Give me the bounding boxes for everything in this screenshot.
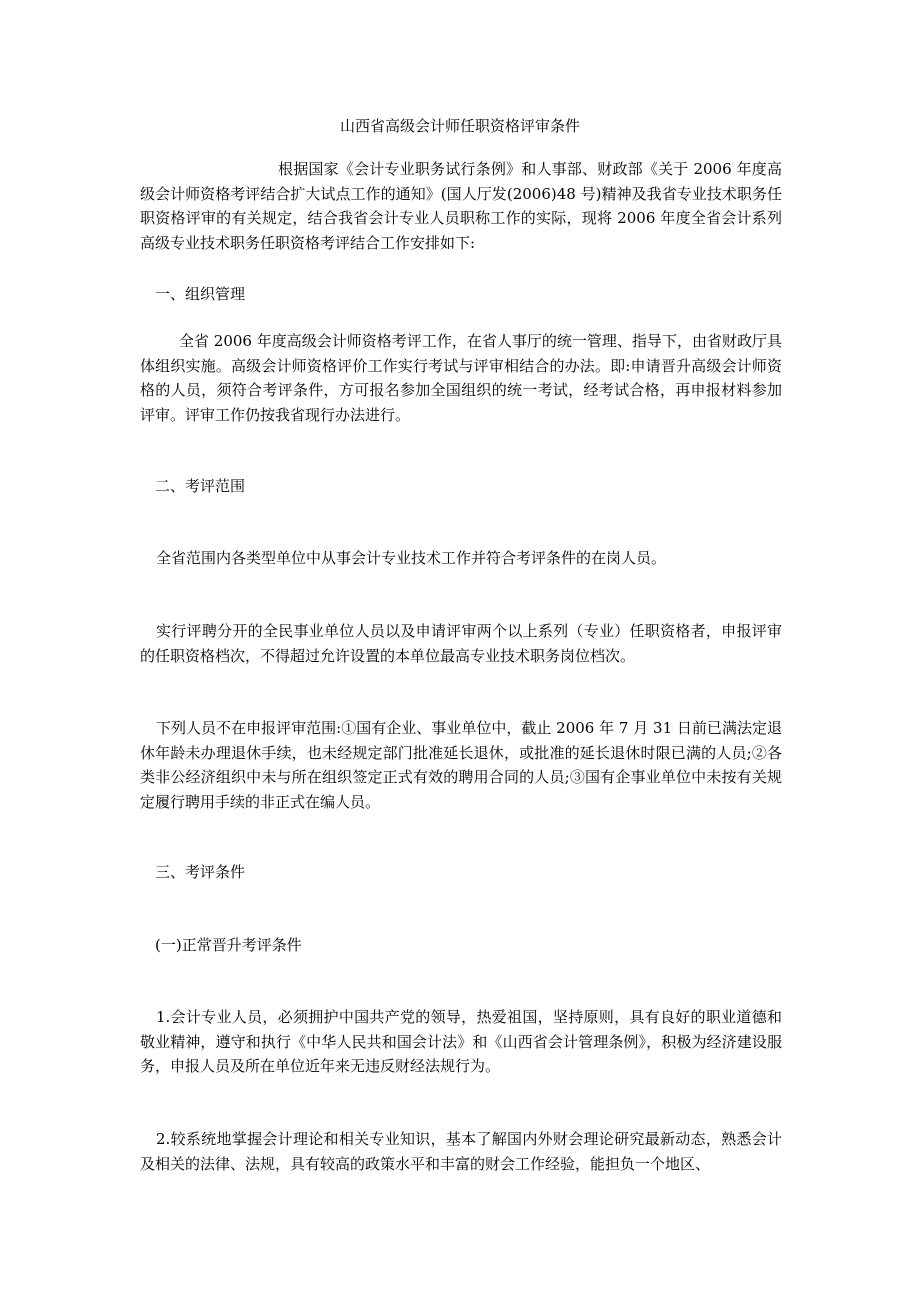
section-heading-scope: 二、考评范围 <box>155 477 246 495</box>
section-heading-organization: 一、组织管理 <box>155 285 246 303</box>
document-title: 山西省高级会计师任职资格评审条件 <box>339 117 580 135</box>
condition-item-1: 1.会计专业人员，必须拥护中国共产党的领导，热爱祖国，坚持原则，具有良好的职业道德和敬业精神，遵守和执行《中华人民共和国会计法》和《山西省会计管理条例》，积极为经济建设服务，申报人员及所在单位近年来无违反财经法规行为。 <box>140 1008 782 1075</box>
scope-paragraph-2: 实行评聘分开的全民事业单位人员以及申请评审两个以上系列（专业）任职资格者，申报评审的任职资格档次，不得超过允许设置的本单位最高专业技术职务岗位档次。 <box>140 622 782 665</box>
section-organization-body: 全省 2006 年度高级会计师资格考评工作，在省人事厅的统一管理、指导下，由省财政厅具体组织实施。高级会计师资格评价工作实行考试与评审相结合的办法。即:申请晋升高级会计师资格的人员，须符合考评条件，方可报名参加全国组织的统一考试，经考试合格，再申报材料参加评审。评审工作仍按我省现行办法进行。 <box>140 332 782 424</box>
section-heading-conditions: 三、考评条件 <box>155 863 246 881</box>
subsection-heading-normal-promotion: (一)正常晋升考评条件 <box>155 936 302 954</box>
condition-item-2: 2.较系统地掌握会计理论和相关专业知识，基本了解国内外财会理论研究最新动态，熟悉会计及相关的法律、法规，具有较高的政策水平和丰富的财会工作经验，能担负一个地区、 <box>140 1130 782 1173</box>
intro-paragraph: 根据国家《会计专业职务试行条例》和人事部、财政部《关于 2006 年度高级会计师资格考评结合扩大试点工作的通知》(国人厅发(2006)48 号)精神及我省专业技术职务任职资格评审的有关规定，结合我省会计专业人员职称工作的实际，现将 2006 年度全省会计系列高级专业技术职务任职资格考评结合工作安排如下: <box>140 160 782 252</box>
scope-paragraph-1: 全省范围内各类型单位中从事会计专业技术工作并符合考评条件的在岗人员。 <box>156 549 667 567</box>
scope-paragraph-3: 下列人员不在申报评审范围:①国有企业、事业单位中，截止 2006 年 7 月 31 日前已满法定退休年龄未办理退休手续，也未经规定部门批准延长退休，或批准的延长退休时限已满的人员;②各类非公经济组织中未与所在组织签定正式有效的聘用合同的人员;③国有企事业单位中未按有关规定履行聘用手续的非正式在编人员。 <box>140 719 782 811</box>
